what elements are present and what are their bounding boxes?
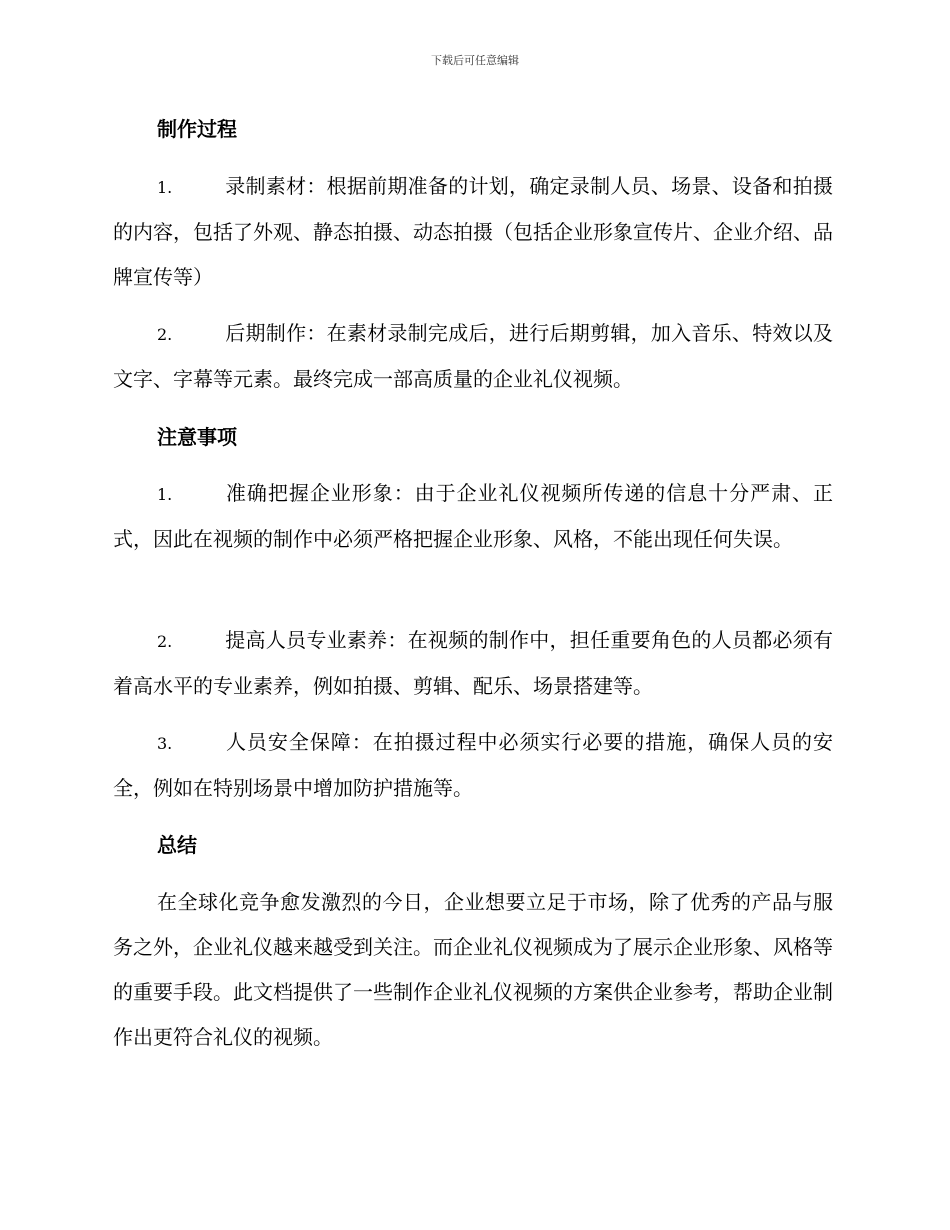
section-heading-summary: 总结 — [157, 833, 197, 857]
list-text: 录制素材：根据前期准备的计划，确定录制人员、场景、设备和拍摄的内容，包括了外观、静态拍摄、动态拍摄（包括企业形象宣传片、企业介绍、品牌宣传等） — [113, 174, 833, 289]
list-text: 后期制作：在素材录制完成后，进行后期剪辑，加入音乐、特效以及文字、字幕等元素。最终完成一部高质量的企业礼仪视频。 — [113, 321, 833, 391]
production-item-2 — [113, 311, 833, 402]
list-text: 提高人员专业素养：在视频的制作中，担任重要角色的人员都必须有着高水平的专业素养，例如拍摄、剪辑、配乐、场景搭建等。 — [113, 628, 833, 698]
list-number: 2. — [157, 632, 173, 651]
section-heading-production: 制作过程 — [157, 117, 237, 141]
notes-item-3 — [113, 720, 833, 811]
list-number: 1. — [157, 485, 173, 504]
summary-paragraph: 在全球化竞争愈发激烈的今日，企业想要立足于市场，除了优秀的产品与服务之外，企业礼仪越来越受到关注。而企业礼仪视频成为了展示企业形象、风格等的重要手段。此文档提供了一些制作企业礼仪视频的方案供企业参考，帮助企业制作出更符合礼仪的视频。 — [113, 890, 833, 1049]
list-number: 3. — [157, 734, 173, 753]
notes-item-2 — [113, 618, 833, 709]
list-text: 准确把握企业形象：由于企业礼仪视频所传递的信息十分严肃、正式，因此在视频的制作中必须严格把握企业形象、风格，不能出现任何失误。 — [113, 481, 833, 551]
list-text: 人员安全保障：在拍摄过程中必须实行必要的措施，确保人员的安全，例如在特别场景中增加防护措施等。 — [113, 730, 833, 800]
production-item-1 — [113, 164, 833, 300]
section-heading-notes: 注意事项 — [157, 425, 237, 449]
page-header: 下载后可任意编辑 — [431, 54, 519, 67]
list-number: 2. — [157, 325, 173, 344]
notes-item-1 — [113, 471, 833, 562]
list-number: 1. — [157, 178, 173, 197]
